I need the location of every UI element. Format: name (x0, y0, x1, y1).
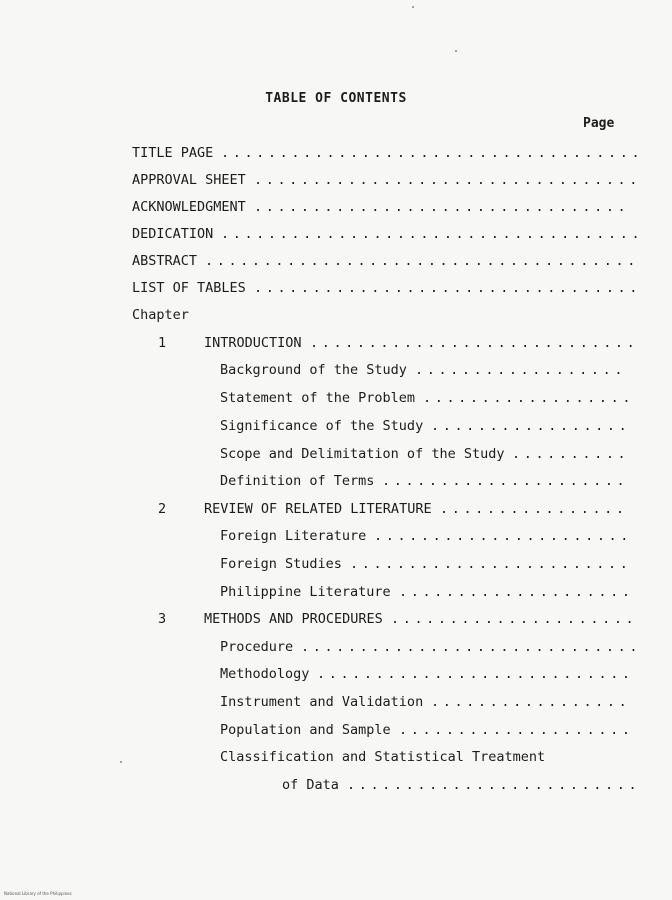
leader-dots: ................................. (254, 172, 642, 188)
section-label: Background of the Study (220, 362, 407, 378)
section-label: of Data (282, 777, 339, 793)
chapter-number: 2 (158, 501, 167, 517)
leader-dots: ............................ (310, 335, 639, 351)
section-label: Definition of Terms (220, 473, 375, 489)
section-label: Methodology (220, 666, 310, 682)
leader-dots: .......... (512, 446, 630, 462)
leader-dots: ................. (431, 694, 631, 710)
section-label: Procedure (220, 639, 294, 655)
leader-dots: ........................... (317, 666, 634, 682)
scan-speck (412, 6, 414, 8)
leader-dots: ..................... (391, 611, 638, 627)
leader-dots: ........................ (350, 556, 632, 572)
scan-footer: National Library of the Philippines (4, 891, 72, 896)
chapter-number: 3 (158, 611, 167, 627)
toc-entry-label: TITLE PAGE (132, 145, 214, 161)
page-title: TABLE OF CONTENTS (265, 91, 407, 106)
page-column-label: Page (583, 116, 615, 131)
section-label: Significance of the Study (220, 418, 424, 434)
leader-dots: .................................... (221, 145, 644, 161)
chapter-number: 1 (158, 335, 167, 351)
toc-entry-label: ACKNOWLEDGMENT (132, 199, 246, 215)
section-label: Philippine Literature (220, 584, 391, 600)
chapter-title: METHODS AND PROCEDURES (204, 611, 383, 627)
leader-dots: ................. (431, 418, 631, 434)
leader-dots: .................... (399, 584, 634, 600)
section-label: Population and Sample (220, 722, 391, 738)
section-label: Classification and Statistical Treatment (220, 749, 546, 765)
chapter-title: REVIEW OF RELATED LITERATURE (204, 501, 432, 517)
scan-speck (120, 761, 122, 763)
leader-dots: ................................. (254, 280, 642, 296)
section-label: Foreign Literature (220, 528, 367, 544)
leader-dots: ............................. (301, 639, 642, 655)
leader-dots: ......................... (347, 777, 641, 793)
leader-dots: .................. (415, 362, 627, 378)
leader-dots: ..................................... (205, 253, 639, 269)
section-label: Instrument and Validation (220, 694, 424, 710)
section-label: Scope and Delimitation of the Study (220, 446, 505, 462)
document-page: TABLE OF CONTENTS Page TITLE PAGE .................................... APPROVAL SHEET ................................. ACKNOWLEDGMENT ................................ DEDICATION .................................... ABSTRACT ..................................... LIST OF TABLES ................................. Chapter 1 INTRODUCTION ............................ Background of the Study .................. Statement of the Problem .................. Significance of the Study ................. Scope and Delimitation of the Study .......... Definition of Terms ..................... 2 REVIEW OF RELATED LITERATURE ................ Foreign Literature ...................... Foreign Studies ........................ Philippine Literature .................... 3 METHODS AND PROCEDURES ..................... Procedure ............................. Methodology ........................... Instrument and Validation ................. Population and Sample .................... Classification and Statistical Treatment of Data ......................... National Library of the Philippines (0, 0, 672, 900)
toc-entry-label: APPROVAL SHEET (132, 172, 246, 188)
leader-dots: .................. (423, 390, 635, 406)
scan-speck (455, 50, 457, 52)
chapter-title: INTRODUCTION (204, 335, 302, 351)
leader-dots: ...................... (374, 528, 633, 544)
toc-entry-label: LIST OF TABLES (132, 280, 246, 296)
section-label: Foreign Studies (220, 556, 342, 572)
leader-dots: ................................ (254, 199, 630, 215)
leader-dots: ..................... (382, 473, 629, 489)
leader-dots: .................... (399, 722, 634, 738)
leader-dots: .................................... (221, 226, 644, 242)
toc-entry-label: DEDICATION (132, 226, 214, 242)
leader-dots: ................ (440, 501, 628, 517)
toc-entry-label: ABSTRACT (132, 253, 198, 269)
section-label: Statement of the Problem (220, 390, 416, 406)
